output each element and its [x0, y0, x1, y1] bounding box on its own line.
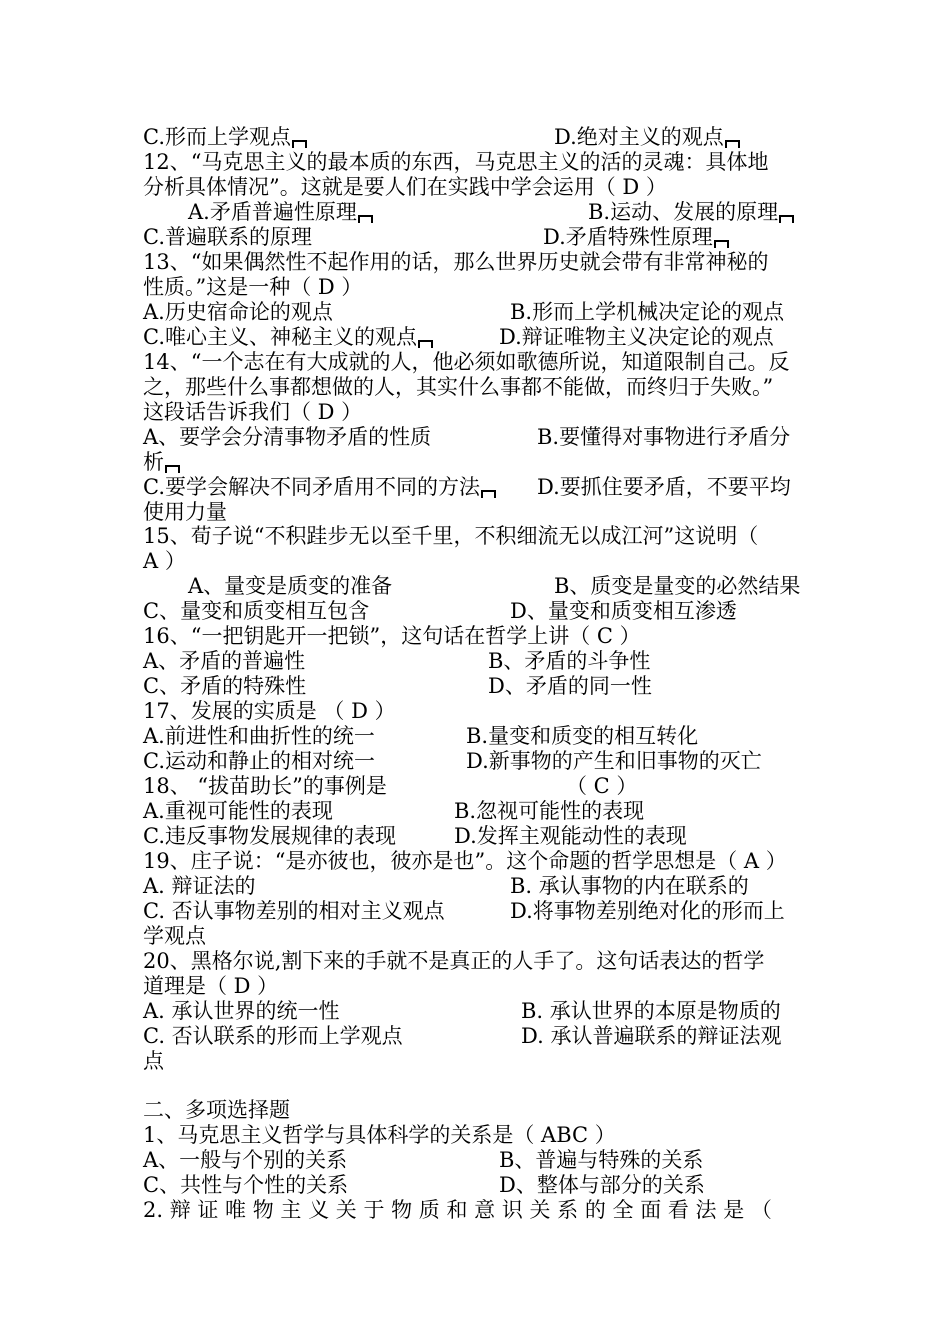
q19-option-d-line1: D.将事物差别绝对化的形而上: [510, 899, 785, 923]
q18-option-a: A.重视可能性的表现: [143, 799, 333, 823]
q12-option-d: D.矛盾特殊性原理: [543, 225, 729, 250]
section-heading: 二、多项选择题: [143, 1098, 290, 1122]
paragraph-mark-icon: [714, 240, 729, 248]
q14-stem-line2: 之，那些什么事都想做的人，其实什么事都不能做，而终归于失败。”: [143, 375, 774, 399]
q12-option-c: C.普遍联系的原理: [143, 225, 312, 249]
q15-option-a: A、量变是质变的准备: [188, 574, 393, 598]
q18-stem: 18、 “拔苗助长”的事例是: [143, 774, 387, 798]
q18-answer: （ C ）: [566, 774, 638, 798]
q14-stem-line3: 这段话告诉我们（ D ）: [143, 400, 363, 424]
paragraph-mark-icon: [481, 490, 496, 498]
q13-stem-line2: 性质。”这是一种（ D ）: [143, 275, 363, 299]
q12-option-b: B.运动、发展的原理: [588, 200, 794, 225]
q15-stem-line2: A ）: [143, 549, 186, 573]
q15-option-c: C、量变和质变相互包含: [143, 599, 370, 623]
q13-option-c: C.唯心主义、神秘主义的观点: [143, 325, 433, 350]
q17-option-c: C.运动和静止的相对统一: [143, 749, 375, 773]
paragraph-mark-icon: [725, 140, 740, 148]
q12-stem-line2: 分析具体情况”。这就是要人们在实践中学会运用（ D ）: [143, 175, 667, 199]
mq1-stem: 1、马克思主义哲学与具体科学的关系是（ ABC ）: [143, 1123, 616, 1147]
q17-option-a: A.前进性和曲折性的统一: [143, 724, 375, 748]
q14-stem-line1: 14、“一个志在有大成就的人，他必须如歌德所说，知道限制自己。反: [143, 350, 790, 374]
q20-option-d-line1: D. 承认普遍联系的辩证法观: [521, 1024, 782, 1048]
q15-option-d: D、量变和质变相互渗透: [510, 599, 737, 623]
q16-option-d: D、矛盾的同一性: [488, 674, 652, 698]
q14-option-b-line2: 析: [143, 450, 180, 475]
q19-option-d-line2: 学观点: [143, 924, 206, 948]
mq1-option-b: B、普遍与特殊的关系: [499, 1148, 704, 1172]
paragraph-mark-icon: [779, 215, 794, 223]
mq1-option-c: C、共性与个性的关系: [143, 1173, 349, 1197]
q17-option-b: B.量变和质变的相互转化: [466, 724, 699, 748]
q14-option-d-line2: 使用力量: [143, 500, 227, 524]
q20-option-c: C. 否认联系的形而上学观点: [143, 1024, 403, 1048]
q20-option-b: B. 承认世界的本原是物质的: [521, 999, 781, 1023]
paragraph-mark-icon: [418, 340, 433, 348]
q13-stem-line1: 13、“如果偶然性不起作用的话，那么世界历史就会带有非常神秘的: [143, 250, 769, 274]
q20-option-a: A. 承认世界的统一性: [143, 999, 340, 1023]
q14-option-b-line1: B.要懂得对事物进行矛盾分: [537, 425, 791, 449]
q14-option-c: C.要学会解决不同矛盾用不同的方法: [143, 475, 496, 500]
paragraph-mark-icon: [358, 215, 373, 223]
q14-option-a: A、要学会分清事物矛盾的性质: [143, 425, 432, 449]
q17-stem: 17、发展的实质是 （ D ）: [143, 699, 396, 723]
q12-option-a: A.矛盾普遍性原理: [188, 200, 373, 225]
q16-option-c: C、矛盾的特殊性: [143, 674, 307, 698]
q17-option-d: D.新事物的产生和旧事物的灭亡: [466, 749, 762, 773]
q19-stem: 19、庄子说：“是亦彼也，彼亦是也”。这个命题的哲学思想是（ A ）: [143, 849, 787, 873]
mq1-option-a: A、一般与个别的关系: [143, 1148, 348, 1172]
q14-option-d-line1: D.要抓住要矛盾，不要平均: [537, 475, 791, 499]
paragraph-mark-icon: [165, 465, 180, 473]
mq2-stem: 2. 辩 证 唯 物 主 义 关 于 物 质 和 意 识 关 系 的 全 面 看 法 是 （: [143, 1198, 772, 1222]
q16-stem: 16、“一把钥匙开一把锁”，这句话在哲学上讲（ C ）: [143, 624, 641, 648]
q13-option-a: A.历史宿命论的观点: [143, 300, 333, 324]
q12-stem-line1: 12、“马克思主义的最本质的东西，马克思主义的活的灵魂：具体地: [143, 150, 769, 174]
q13-option-d: D.辩证唯物主义决定论的观点: [499, 325, 774, 349]
q18-option-b: B.忽视可能性的表现: [454, 799, 645, 823]
q19-option-c: C. 否认事物差别的相对主义观点: [143, 899, 445, 923]
q11-option-c: C.形而上学观点: [143, 125, 307, 150]
q18-option-d: D.发挥主观能动性的表现: [454, 824, 687, 848]
mq1-option-d: D、整体与部分的关系: [499, 1173, 705, 1197]
q16-option-a: A、矛盾的普遍性: [143, 649, 306, 673]
q18-option-c: C.违反事物发展规律的表现: [143, 824, 396, 848]
q16-option-b: B、矛盾的斗争性: [488, 649, 651, 673]
q19-option-a: A. 辩证法的: [143, 874, 256, 898]
q20-stem-line2: 道理是（ D ）: [143, 974, 279, 998]
q20-stem-line1: 20、黑格尔说,割下来的手就不是真正的人手了。这句话表达的哲学: [143, 949, 765, 973]
q11-option-d: D.绝对主义的观点: [554, 125, 740, 150]
q19-option-b: B. 承认事物的内在联系的: [510, 874, 749, 898]
q15-option-b: B、质变是量变的必然结果: [554, 574, 801, 598]
q15-stem-line1: 15、荀子说“不积跬步无以至千里，不积细流无以成江河”这说明（: [143, 524, 759, 548]
paragraph-mark-icon: [292, 140, 307, 148]
q13-option-b: B.形而上学机械决定论的观点: [510, 300, 785, 324]
q20-option-d-line2: 点: [143, 1049, 164, 1073]
